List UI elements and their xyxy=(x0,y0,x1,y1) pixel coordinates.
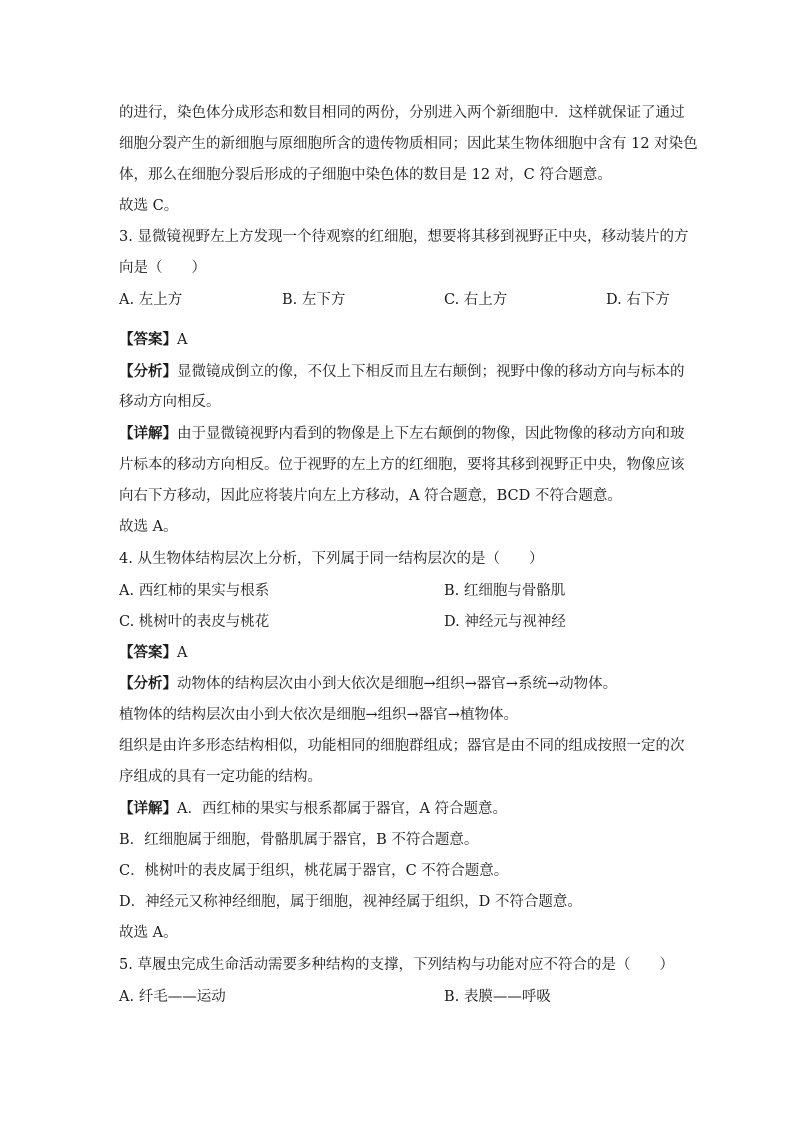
q3-detail-line-1 xyxy=(119,424,685,444)
q3-stem-line-1: 3. 显微镜视野左上方发现一个待观察的红细胞，想要将其移到视野正中央，移动装片的方 xyxy=(119,229,689,245)
q4-detail-line-2: B．红细胞属于细胞，骨骼肌属于器官，B 不符合题意。 xyxy=(119,832,479,848)
q4-detail-line-1 xyxy=(119,799,507,819)
q4-detail-line-3: C．桃树叶的表皮属于组织，桃花属于器官，C 不符合题意。 xyxy=(119,863,509,879)
q5-option-b: B. 表膜——呼吸 xyxy=(444,989,551,1005)
q2-text-line-2: 细胞分裂产生的新细胞与原细胞所含的遗传物质相同；因此某生物体细胞中含有 12 对染色 xyxy=(119,136,698,152)
q3-option-d: D. 右下方 xyxy=(606,292,670,308)
q5-stem: 5. 草履虫完成生命活动需要多种结构的支撑，下列结构与功能对应不符合的是（ ） xyxy=(119,957,674,973)
detail-tag: 【详解】 xyxy=(119,425,177,442)
q4-option-a: A. 西红柿的果实与根系 xyxy=(119,583,270,599)
analysis-tag: 【分析】 xyxy=(119,675,177,692)
q4-stem: 4. 从生物体结构层次上分析，下列属于同一结构层次的是（ ） xyxy=(119,551,544,567)
answer-tag: 【答案】 xyxy=(119,644,177,661)
q3-detail-line-3: 向右下方移动，因此应将装片向左上方移动，A 符合题意，BCD 不符合题意。 xyxy=(119,488,622,504)
q3-choose: 故选 A。 xyxy=(119,519,178,535)
answer-value: A xyxy=(177,332,188,348)
detail-text: A．西红柿的果实与根系都属于器官，A 符合题意。 xyxy=(177,801,508,817)
q4-option-b: B. 红细胞与骨骼肌 xyxy=(444,583,566,599)
q3-analysis-line-2: 移动方向相反。 xyxy=(119,394,221,410)
q4-option-c: C. 桃树叶的表皮与桃花 xyxy=(119,614,270,630)
q4-choose: 故选 A。 xyxy=(119,925,178,941)
answer-tag: 【答案】 xyxy=(119,331,177,348)
q3-analysis-line-1 xyxy=(119,362,685,382)
analysis-text: 动物体的结构层次由小到大依次是细胞→组织→器官→系统→动物体。 xyxy=(177,676,618,692)
analysis-text: 显微镜成倒立的像，不仅上下相反而且左右颠倒；视野中像的移动方向与标本的 xyxy=(177,364,685,380)
detail-text: 由于显微镜视野内看到的物像是上下左右颠倒的物像，因此物像的移动方向和玻 xyxy=(177,426,685,442)
q4-analysis-line-4: 序组成的具有一定功能的结构。 xyxy=(119,769,322,785)
q4-analysis-line-2: 植物体的结构层次由小到大依次是细胞→组织→器官→植物体。 xyxy=(119,707,518,723)
answer-value: A xyxy=(177,645,188,661)
q3-option-a: A. 左上方 xyxy=(119,292,183,308)
q3-detail-line-2: 片标本的移动方向相反。位于视野的左上方的红细胞，要将其移到视野正中央，物像应该 xyxy=(119,457,685,473)
q5-option-a: A. 纤毛——运动 xyxy=(119,989,226,1005)
detail-tag: 【详解】 xyxy=(119,800,177,817)
q3-answer xyxy=(119,330,187,350)
q4-option-d: D. 神经元与视神经 xyxy=(444,614,566,630)
q3-option-c: C. 右上方 xyxy=(444,292,508,308)
q2-text-line-3: 体，那么在细胞分裂后形成的子细胞中染色体的数目是 12 对，C 符合题意。 xyxy=(119,167,612,183)
analysis-tag: 【分析】 xyxy=(119,363,177,380)
q2-text-line-1: 的进行，染色体分成形态和数目相同的两份，分别进入两个新细胞中．这样就保证了通过 xyxy=(119,105,685,121)
q4-analysis-line-3: 组织是由许多形态结构相似，功能相同的细胞群组成；器官是由不同的组成按照一定的次 xyxy=(119,738,685,754)
q3-option-b: B. 左下方 xyxy=(282,292,346,308)
q4-answer xyxy=(119,643,187,663)
q4-analysis-line-1 xyxy=(119,674,617,694)
q2-choose: 故选 C。 xyxy=(119,198,179,214)
q3-stem-line-2: 向是（ ） xyxy=(119,260,206,276)
q4-detail-line-4: D．神经元又称神经细胞，属于细胞，视神经属于组织，D 不符合题意。 xyxy=(119,894,582,910)
